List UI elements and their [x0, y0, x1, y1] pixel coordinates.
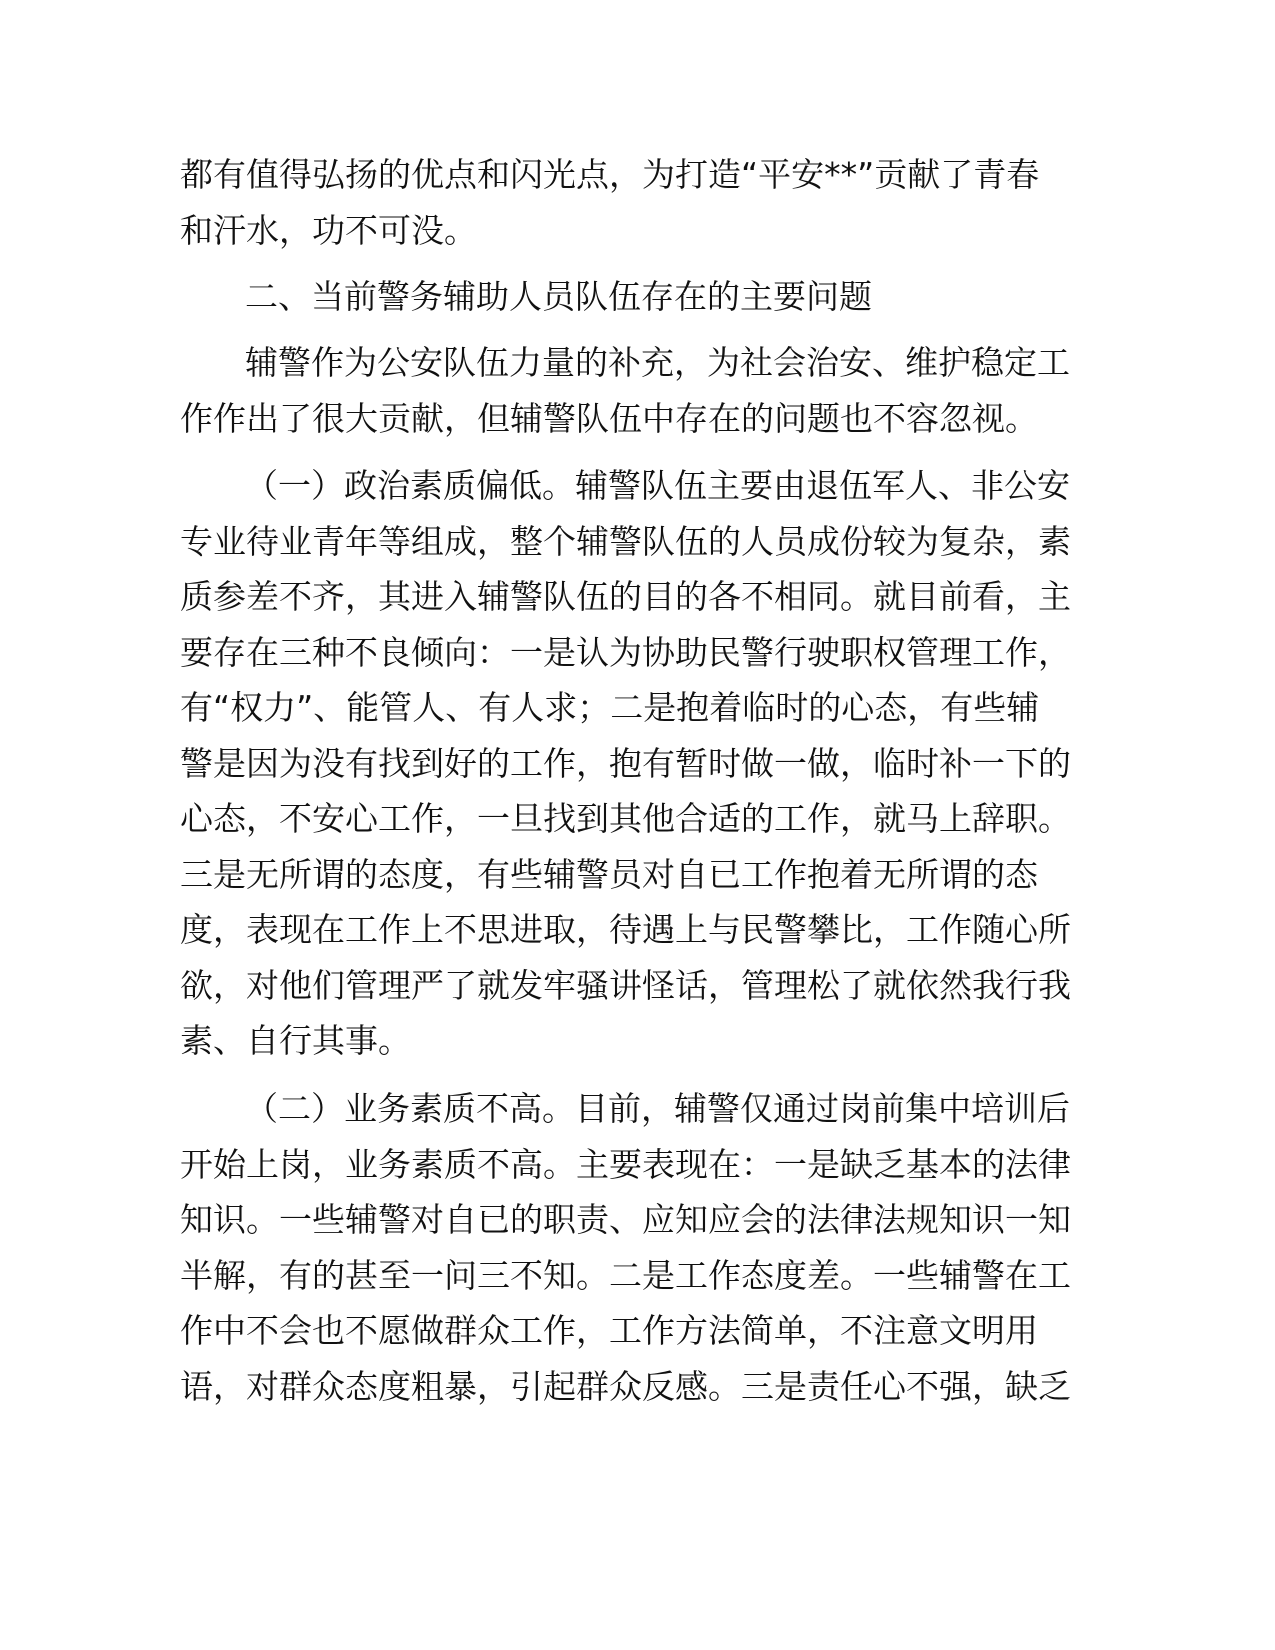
body-text-line: 和汗水，功不可没。	[180, 211, 477, 250]
body-text-line: 有“权力”、能管人、有人求；二是抱着临时的心态，有些辅	[180, 688, 1040, 727]
body-text-line: 警是因为没有找到好的工作，抱有暂时做一做，临时补一下的	[180, 744, 1071, 783]
subsection-heading-line: （一）政治素质偏低。辅警队伍主要由退伍军人、非公安	[245, 466, 1070, 505]
body-text-line: 质参差不齐，其进入辅警队伍的目的各不相同。就目前看，主	[180, 577, 1071, 616]
body-text-line: 作作出了很大贡献，但辅警队伍中存在的问题也不容忽视。	[180, 399, 1038, 438]
body-text-line: 半解，有的甚至一问三不知。二是工作态度差。一些辅警在工	[180, 1256, 1071, 1295]
body-text-line: 欲，对他们管理严了就发牢骚讲怪话，管理松了就依然我行我	[180, 966, 1071, 1005]
body-text-line: 度，表现在工作上不思进取，待遇上与民警攀比，工作随心所	[180, 910, 1071, 949]
body-text-line: 专业待业青年等组成，整个辅警队伍的人员成份较为复杂，素	[180, 522, 1071, 561]
section-heading: 二、当前警务辅助人员队伍存在的主要问题	[245, 277, 872, 316]
body-text-line: 开始上岗，业务素质不高。主要表现在：一是缺乏基本的法律	[180, 1145, 1071, 1184]
body-text-line: 作中不会也不愿做群众工作，工作方法简单，不注意文明用	[180, 1311, 1038, 1350]
body-text-line: 知识。一些辅警对自已的职责、应知应会的法律法规知识一知	[180, 1200, 1071, 1239]
body-text-line: 要存在三种不良倾向：一是认为协助民警行驶职权管理工作，	[180, 633, 1071, 672]
body-text-line: 三是无所谓的态度，有些辅警员对自已工作抱着无所谓的态	[180, 855, 1038, 894]
body-text-line: 素、自行其事。	[180, 1021, 411, 1060]
body-text-line: 心态，不安心工作，一旦找到其他合适的工作，就马上辞职。	[180, 799, 1071, 838]
body-text-line: 都有值得弘扬的优点和闪光点，为打造“平安**”贡献了青春	[180, 155, 1040, 194]
paragraph-start-line: 辅警作为公安队伍力量的补充，为社会治安、维护稳定工	[245, 343, 1070, 382]
subsection-heading-line: （二）业务素质不高。目前，辅警仅通过岗前集中培训后	[245, 1089, 1070, 1128]
body-text-line: 语，对群众态度粗暴，引起群众反感。三是责任心不强，缺乏	[180, 1367, 1071, 1406]
